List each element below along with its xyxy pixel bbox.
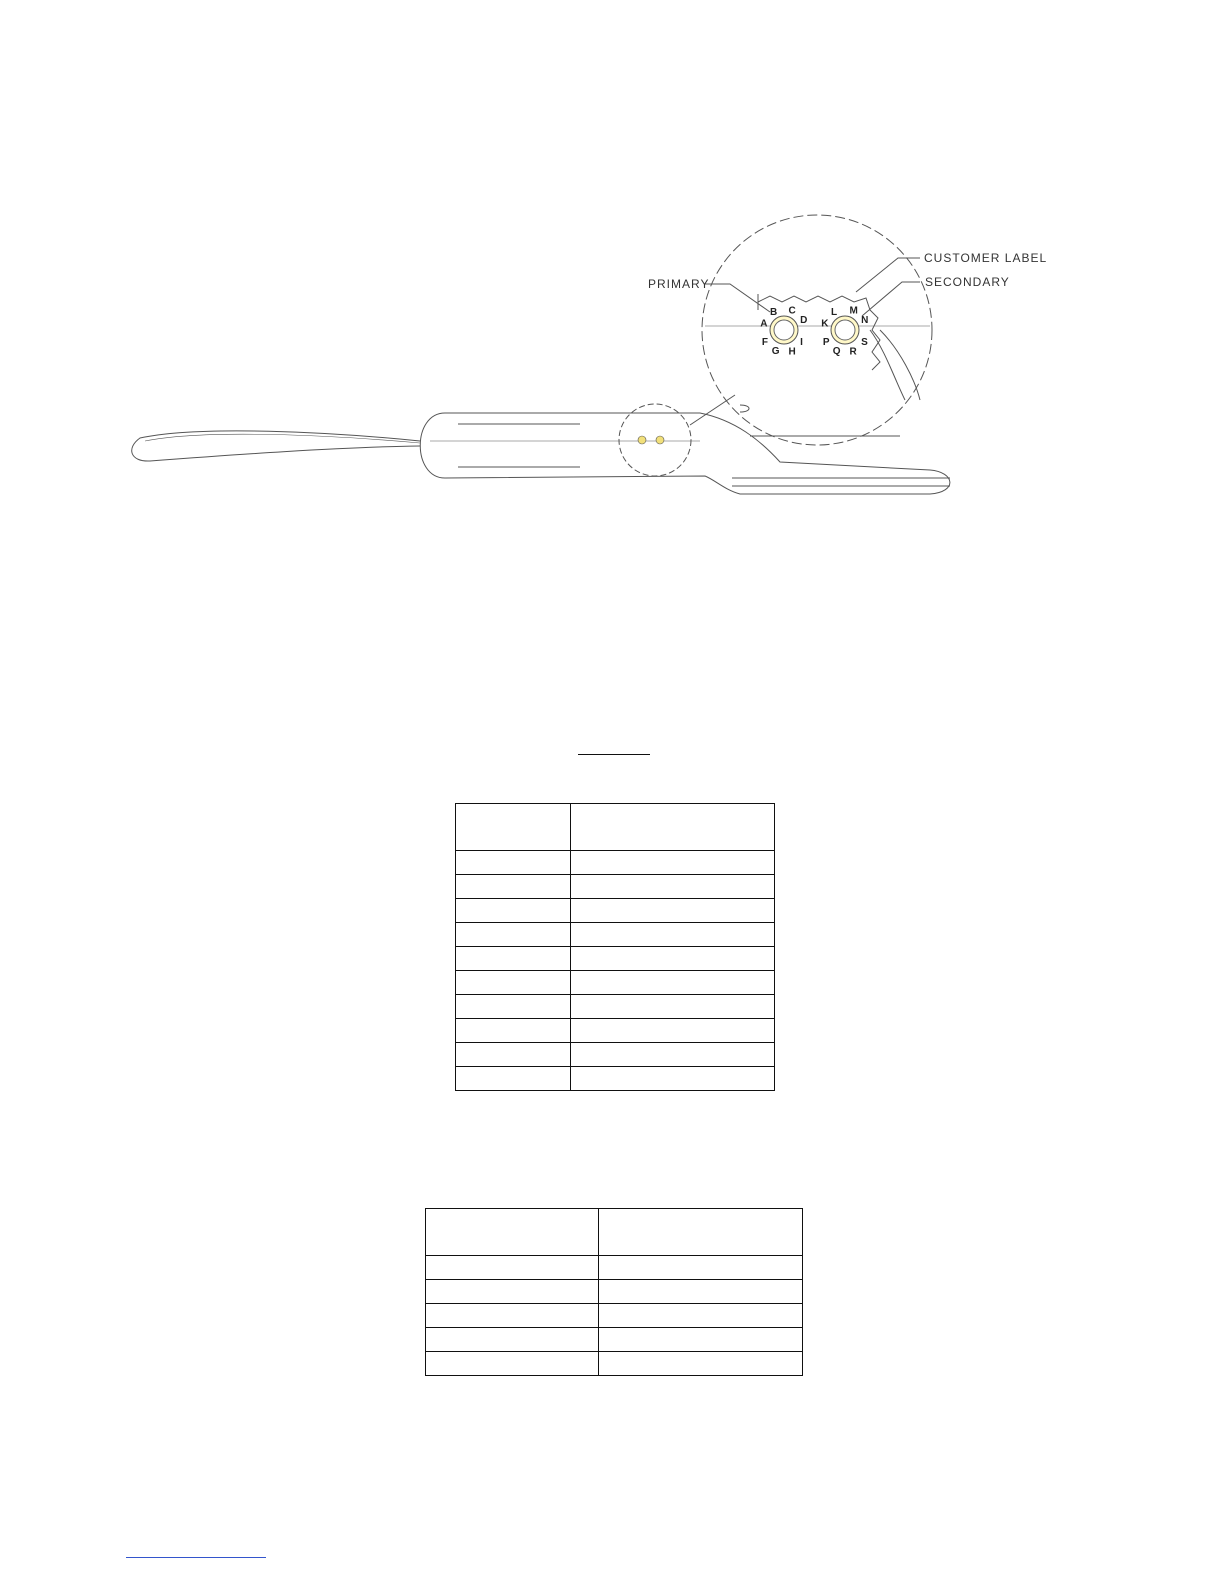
secondary-dial-letter-n: N	[861, 315, 869, 326]
secondary-dial	[831, 316, 859, 344]
secondary-dial-letter-r: R	[849, 346, 857, 358]
small-primary-dial	[638, 436, 646, 444]
detail-circle-small	[619, 404, 691, 476]
table-row	[426, 1328, 803, 1352]
table-cell	[599, 1256, 803, 1280]
table-1	[455, 803, 775, 1091]
table-cell	[426, 1328, 599, 1352]
secondary-dial-letter-q: Q	[832, 345, 841, 357]
secondary-dial-letter-m: M	[849, 305, 858, 317]
primary-callout: PRIMARY	[648, 277, 710, 291]
secondary-dial-letter-p: P	[822, 337, 830, 348]
table-cell	[599, 1328, 803, 1352]
table-cell	[599, 1280, 803, 1304]
table-row	[456, 899, 775, 923]
table-row	[426, 1256, 803, 1280]
table-cell	[456, 804, 571, 851]
table-cell	[456, 947, 571, 971]
table-cell	[599, 1352, 803, 1376]
primary-dial-letter-d: D	[800, 315, 808, 326]
table-cell	[456, 875, 571, 899]
secondary-dial-letter-l: L	[831, 306, 838, 318]
table-row	[456, 971, 775, 995]
table-row	[456, 1019, 775, 1043]
table-header-row	[426, 1209, 803, 1256]
table-cell	[571, 899, 775, 923]
primary-dial-letter-a: A	[760, 318, 768, 330]
table-header-row	[456, 804, 775, 851]
section-heading-underline	[578, 754, 650, 755]
table-cell	[456, 1067, 571, 1091]
primary-dial-letter-c: C	[788, 305, 796, 317]
table-cell	[571, 804, 775, 851]
table-cell	[571, 923, 775, 947]
table-cell	[599, 1209, 803, 1256]
table-cell	[571, 851, 775, 875]
wrist-strap	[132, 431, 420, 461]
table-cell	[426, 1304, 599, 1328]
primary-dial-letter-b: B	[770, 306, 778, 318]
primary-dial-letter-f: F	[761, 337, 769, 348]
secondary-dial-letter-k: K	[821, 318, 829, 330]
table-cell	[599, 1304, 803, 1328]
table-cell	[426, 1280, 599, 1304]
detail-circle-large	[702, 215, 932, 445]
table-cell	[571, 995, 775, 1019]
table-cell	[571, 875, 775, 899]
primary-dial-letter-i: I	[800, 337, 803, 348]
table-2	[425, 1208, 803, 1376]
table-cell	[456, 899, 571, 923]
table-cell	[571, 1043, 775, 1067]
primary-dial-letter-g: G	[771, 345, 780, 357]
primary-dial	[770, 316, 798, 344]
table-cell	[456, 995, 571, 1019]
footer-link-underline[interactable]	[126, 1557, 266, 1558]
table-cell	[426, 1256, 599, 1280]
table-cell	[456, 1019, 571, 1043]
table-row	[426, 1280, 803, 1304]
primary-dial-letter-h: H	[788, 346, 796, 358]
table-row	[456, 947, 775, 971]
table-cell	[456, 923, 571, 947]
table-cell	[456, 971, 571, 995]
table-cell	[571, 971, 775, 995]
table-row	[456, 923, 775, 947]
table-cell	[571, 947, 775, 971]
device-body	[420, 413, 950, 494]
small-secondary-dial	[656, 436, 664, 444]
table-row	[456, 995, 775, 1019]
table-row	[426, 1352, 803, 1376]
table-cell	[571, 1019, 775, 1043]
device-diagram	[0, 0, 1224, 560]
table-cell	[571, 1067, 775, 1091]
table-cell	[426, 1209, 599, 1256]
secondary-callout: SECONDARY	[925, 275, 1010, 289]
table-row	[456, 851, 775, 875]
customer-label-callout: CUSTOMER LABEL	[924, 251, 1048, 265]
table-row	[456, 875, 775, 899]
table-row	[456, 1067, 775, 1091]
table-cell	[456, 1043, 571, 1067]
table-row	[426, 1304, 803, 1328]
table-cell	[426, 1352, 599, 1376]
table-row	[456, 1043, 775, 1067]
table-cell	[456, 851, 571, 875]
secondary-dial-letter-s: S	[861, 337, 868, 348]
